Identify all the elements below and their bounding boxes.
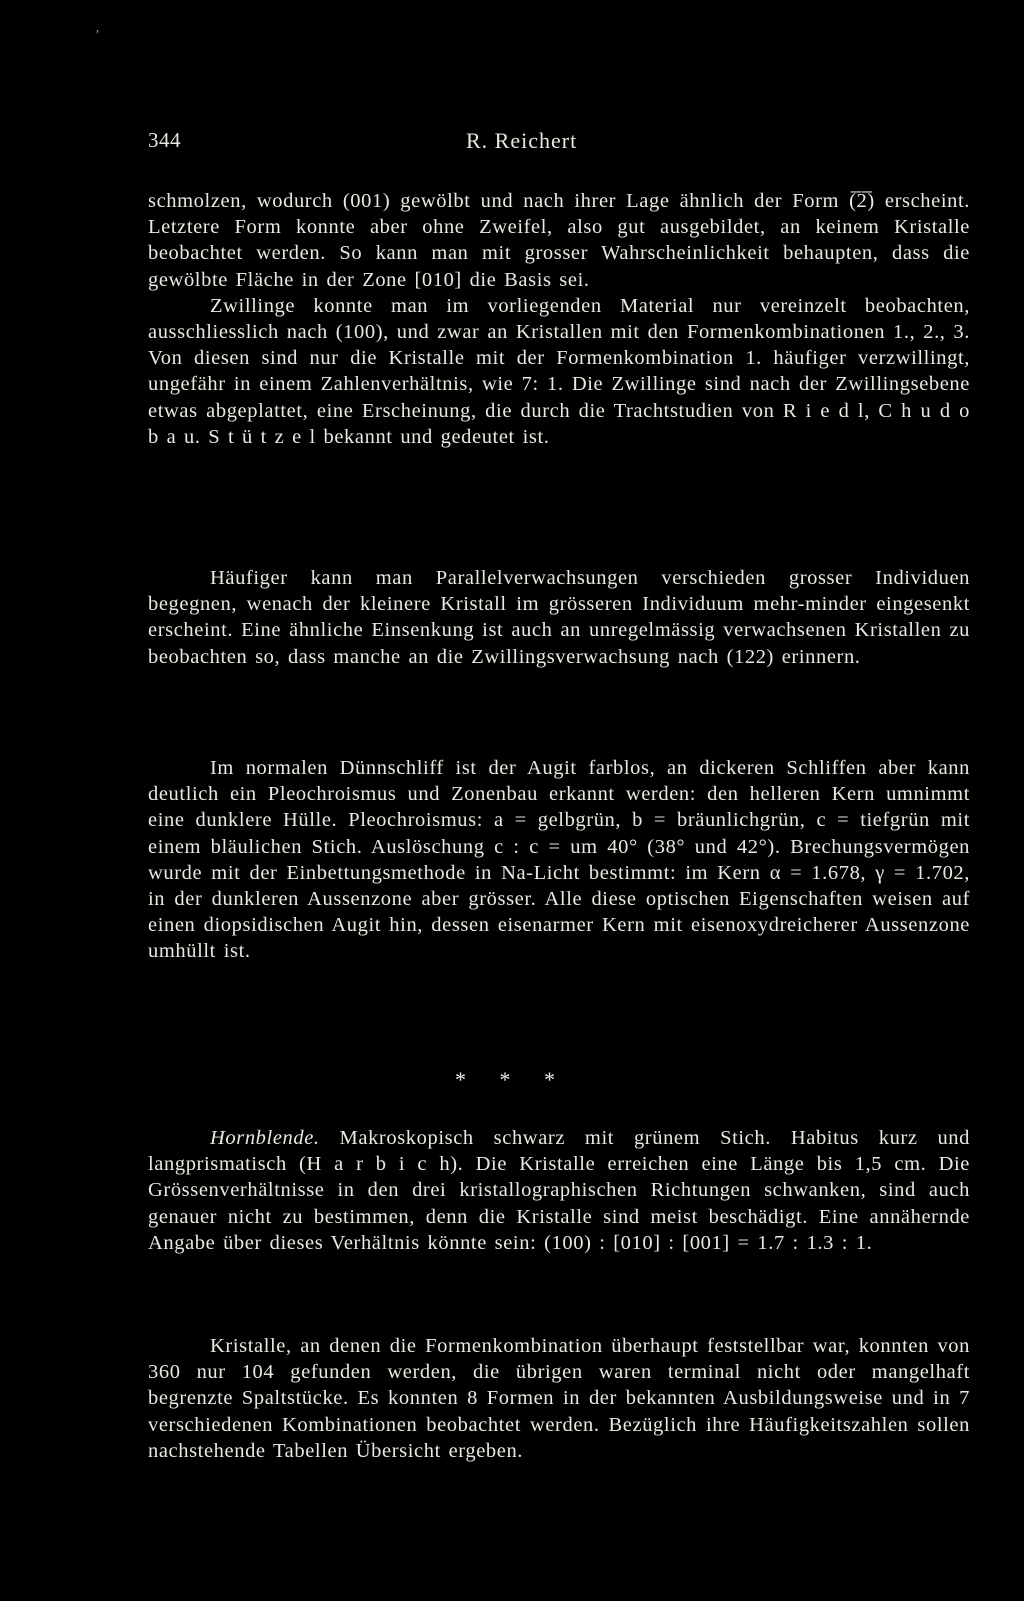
- section-separator: * * *: [455, 1067, 569, 1092]
- running-head: R. Reichert: [466, 128, 578, 153]
- body-text-block-3: [148, 755, 970, 965]
- paragraph-form-combinations: Kristalle, an denen die Formenkombination überhaupt feststellbar war, konnten von 360 nur 104 gefunden werden, die übrigen waren terminal nicht oder mangelhaft begrenzte Spaltstücke. Es konnten 8 Formen in der bekannten Ausbildungsweise und in 7 verschiedenen Kombinationen beobachtet werden. Bezüglich ihre Häufigkeitszahlen sollen nachstehende Tabellen Übersicht ergeben.: [148, 1335, 970, 1462]
- body-text-block-1: [148, 188, 970, 450]
- paragraph-vaulted-face: schmolzen, wodurch (001) gewölbt und nach ihrer Lage ähnlich der Form (̅2̅) erscheint. Letztere Form konnte aber ohne Zweifel, also gut ausgebildet, an keinem Kristalle beobachtet werden. So kann man mit grosser Wahrscheinlichkeit behaupten, dass die gewölbte Fläche in der Zone [010] die Basis sei.: [148, 190, 970, 291]
- paragraph-thin-section-optics: Im normalen Dünnschliff ist der Augit farblos, an dickeren Schliffen aber kann deutlich ein Pleochroismus und Zonenbau erkannt werden: den helleren Kern umnimmt eine dunklere Hülle. Pleochroismus: a = gelbgrün, b = bräunlichgrün, c = tiefgrün mit einem bläulichen Stich. Auslöschung c : c = um 40° (38° und 42°). Brechungsvermögen wurde mit der Einbettungsmethode in Na-Licht bestimmt: im Kern α = 1.678, γ = 1.702, in der dunkleren Aussenzone aber grösser. Alle diese optischen Eigenschaften weisen auf einen diopsidischen Augit hin, dessen eisenarmer Kern mit eisenoxydreicherer Aussenzone umhüllt ist.: [148, 757, 970, 963]
- paragraph-parallel-growths: Häufiger kann man Parallelverwachsungen verschieden grosser Individuen begegnen, wenach der kleinere Kristall im grösseren Individuum mehr-minder eingesenkt erscheint. Eine ähnliche Einsenkung ist auch an unregelmässig verwachsenen Kristallen zu beobachten so, dass manche an die Zwillingsverwachsung nach (122) erinnern.: [148, 567, 970, 668]
- page-number: 344: [148, 128, 181, 152]
- paragraph-twins: Zwillinge konnte man im vorliegenden Material nur vereinzelt beobachten, ausschliesslich nach (100), und zwar an Kristallen mit den Formenkombinationen 1., 2., 3. Von diesen sind nur die Kristalle mit der Formenkombination 1. häufiger verzwillingt, ungefähr in einem Zahlenverhältnis, wie 7: 1. Die Zwillinge sind nach der Zwillingsebene etwas abgeplattet, eine Erscheinung, die durch die Trachtstudien von R i e d l, C h u d o b a u. S t ü t z e l bekannt und gedeutet ist.: [148, 294, 970, 448]
- hornblende-heading: Hornblende.: [210, 1127, 320, 1149]
- hornblende-text: Makroskopisch schwarz mit grünem Stich. Habitus kurz und langprismatisch (H a r b i c h). Die Kristalle erreichen eine Länge bis 1,5 cm. Die Grössenverhältnisse in den drei kristallographischen Richtungen schwanken, sind auch genauer nicht zu bestimmen, denn die Kristalle sind meist beschädigt. Eine annähernde Angabe über dieses Verhältnis könnte sein: (100) : [010] : [001] = 1.7 : 1.3 : 1.: [148, 1127, 970, 1254]
- body-text-block-5: [148, 1333, 970, 1464]
- body-text-block-2: [148, 565, 970, 670]
- body-text-block-4: [148, 1125, 970, 1256]
- edge-mark: ’: [95, 28, 100, 43]
- paragraph-hornblende: [148, 1125, 970, 1256]
